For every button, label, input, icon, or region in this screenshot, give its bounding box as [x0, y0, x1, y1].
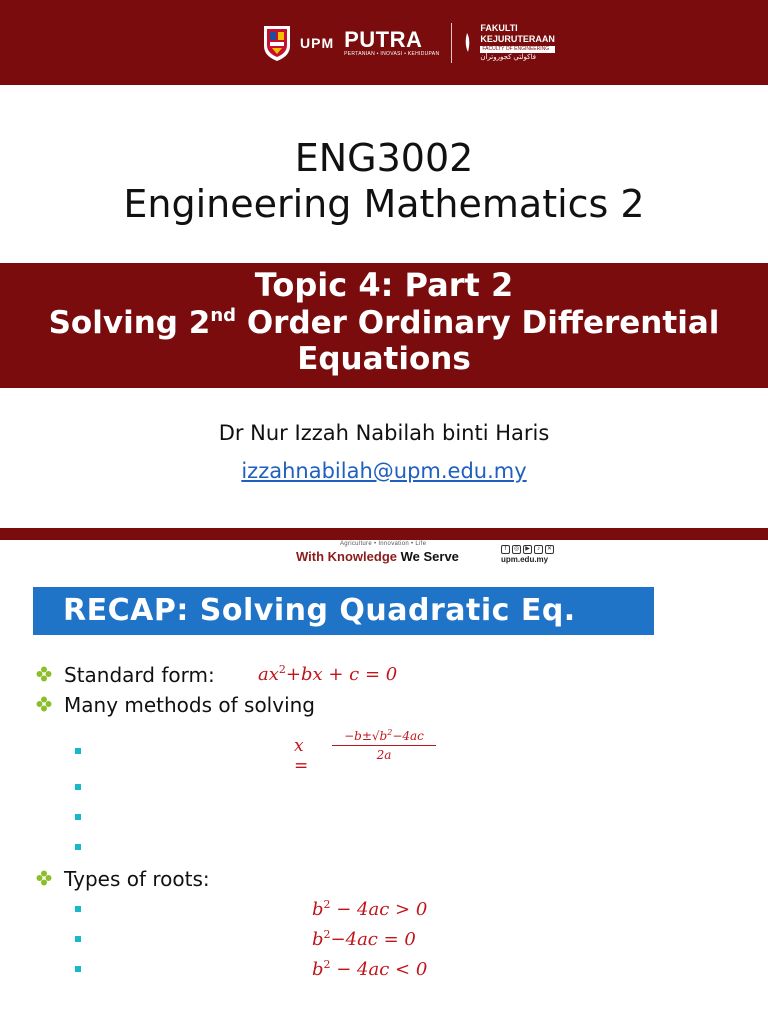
- diamond-bullet-icon: [36, 666, 52, 682]
- rc2-post: −4ac = 0: [330, 929, 416, 950]
- slide-title: RECAP: Solving Quadratic Eq.: [63, 593, 576, 628]
- bullet-label: Types of roots:: [64, 867, 210, 891]
- social-links: [501, 545, 554, 565]
- qf-num-pre: −b±√b: [344, 729, 388, 743]
- rc3-exp: 2: [323, 958, 331, 971]
- author-name: Dr Nur Izzah Nabilah binti Haris: [218, 421, 550, 445]
- topic-line2-post: Order Ordinary Differential: [236, 305, 720, 341]
- facebook-icon[interactable]: f: [501, 545, 510, 554]
- sub-bullet-empty-1: [0, 776, 768, 804]
- square-bullet-icon: [75, 784, 81, 790]
- qf-num-post: −4ac: [392, 729, 424, 743]
- email-link[interactable]: izzahnabilah@upm.edu.my: [241, 459, 527, 483]
- root-condition-1: [0, 898, 768, 926]
- topic-band: [0, 263, 768, 388]
- qf-denominator: 2a: [376, 748, 392, 762]
- bullet-standard-form: [0, 663, 768, 691]
- qf-numerator: [332, 729, 436, 743]
- youtube-icon[interactable]: ▶: [523, 545, 532, 554]
- square-bullet-icon: [75, 966, 81, 972]
- recap-slide: [0, 540, 768, 1024]
- header-band: [0, 0, 768, 85]
- topic-line3: Equations: [297, 341, 471, 377]
- rc3-pre: b: [312, 959, 324, 980]
- qf-fraction: [332, 729, 436, 762]
- discriminant-positive: [312, 898, 427, 922]
- slogan-tagline: Agriculture • Innovation • Life: [340, 541, 427, 547]
- slogan-black: We Serve: [397, 549, 459, 564]
- rc1-post: − 4ac > 0: [330, 899, 428, 920]
- feather-icon: [462, 32, 472, 54]
- discriminant-zero: [312, 928, 416, 952]
- rc2-pre: b: [312, 929, 324, 950]
- diamond-bullet-icon: [36, 870, 52, 886]
- topic-line2-pre: Solving 2: [48, 305, 211, 341]
- slogan: [296, 540, 476, 564]
- bullet-label: Standard form:: [64, 663, 215, 687]
- instagram-icon[interactable]: ◎: [513, 546, 520, 552]
- rc3-post: − 4ac < 0: [330, 959, 428, 980]
- standard-form-equation: [258, 663, 397, 687]
- diamond-bullet-icon: [36, 696, 52, 712]
- topic-line2: [0, 305, 768, 341]
- tiktok-icon[interactable]: ♪: [534, 545, 543, 554]
- sub-bullet-empty-2: [0, 806, 768, 834]
- faculty-line1: FAKULTI: [480, 23, 518, 33]
- university-logo: [262, 18, 555, 68]
- faculty-line3: FACULTY OF ENGINEERING: [480, 46, 555, 53]
- qf-num-exp: 2: [387, 728, 393, 737]
- rc1-exp: 2: [323, 898, 331, 911]
- topic-line2-sup: nd: [210, 305, 237, 326]
- square-bullet-icon: [75, 844, 81, 850]
- bullet-label: Many methods of solving: [64, 693, 316, 717]
- slide-title-box: [33, 587, 654, 635]
- qf-lhs: x =: [294, 736, 309, 776]
- topic-line1: Topic 4: Part 2: [254, 266, 514, 304]
- square-bullet-icon: [75, 906, 81, 912]
- course-title: [0, 135, 768, 227]
- course-name: Engineering Mathematics 2: [123, 182, 645, 226]
- upm-wordmark: UPM: [300, 35, 335, 51]
- rc1-pre: b: [312, 899, 324, 920]
- upm-crest-icon: [262, 24, 292, 62]
- rc2-exp: 2: [323, 928, 331, 941]
- social-icons: [501, 545, 554, 554]
- faculty-line4-jawi: فاکولتي کجوروترأن: [480, 54, 536, 61]
- sf-a: ax: [258, 664, 279, 685]
- putra-wordmark: [344, 26, 440, 58]
- x-icon[interactable]: ✕: [546, 546, 553, 552]
- square-bullet-icon: [75, 936, 81, 942]
- root-condition-2: [0, 928, 768, 956]
- bullet-methods: [0, 693, 768, 721]
- slide-separator: [0, 528, 768, 540]
- bullet-types-of-roots: [0, 867, 768, 895]
- slogan-main: [296, 549, 476, 564]
- square-bullet-icon: [75, 814, 81, 820]
- website-url[interactable]: upm.edu.my: [501, 555, 549, 564]
- square-bullet-icon: [75, 748, 81, 754]
- discriminant-negative: [312, 958, 427, 982]
- author-email: [0, 458, 768, 484]
- root-condition-3: [0, 958, 768, 986]
- sf-exp: 2: [278, 663, 286, 676]
- putra-text: PUTRA: [344, 26, 423, 52]
- sub-bullet-empty-3: [0, 836, 768, 864]
- slogan-red: With Knowledge: [296, 549, 397, 564]
- faculty-line2: KEJURUTERAAN: [480, 34, 555, 44]
- qf-fraction-bar: [332, 745, 436, 746]
- course-code: ENG3002: [294, 136, 474, 180]
- logo-divider: [451, 23, 452, 63]
- faculty-label: [480, 23, 555, 63]
- sf-rest: +bx + c = 0: [285, 664, 398, 685]
- putra-tagline: PERTANIAN • INOVASI • KEHIDUPAN: [344, 50, 440, 57]
